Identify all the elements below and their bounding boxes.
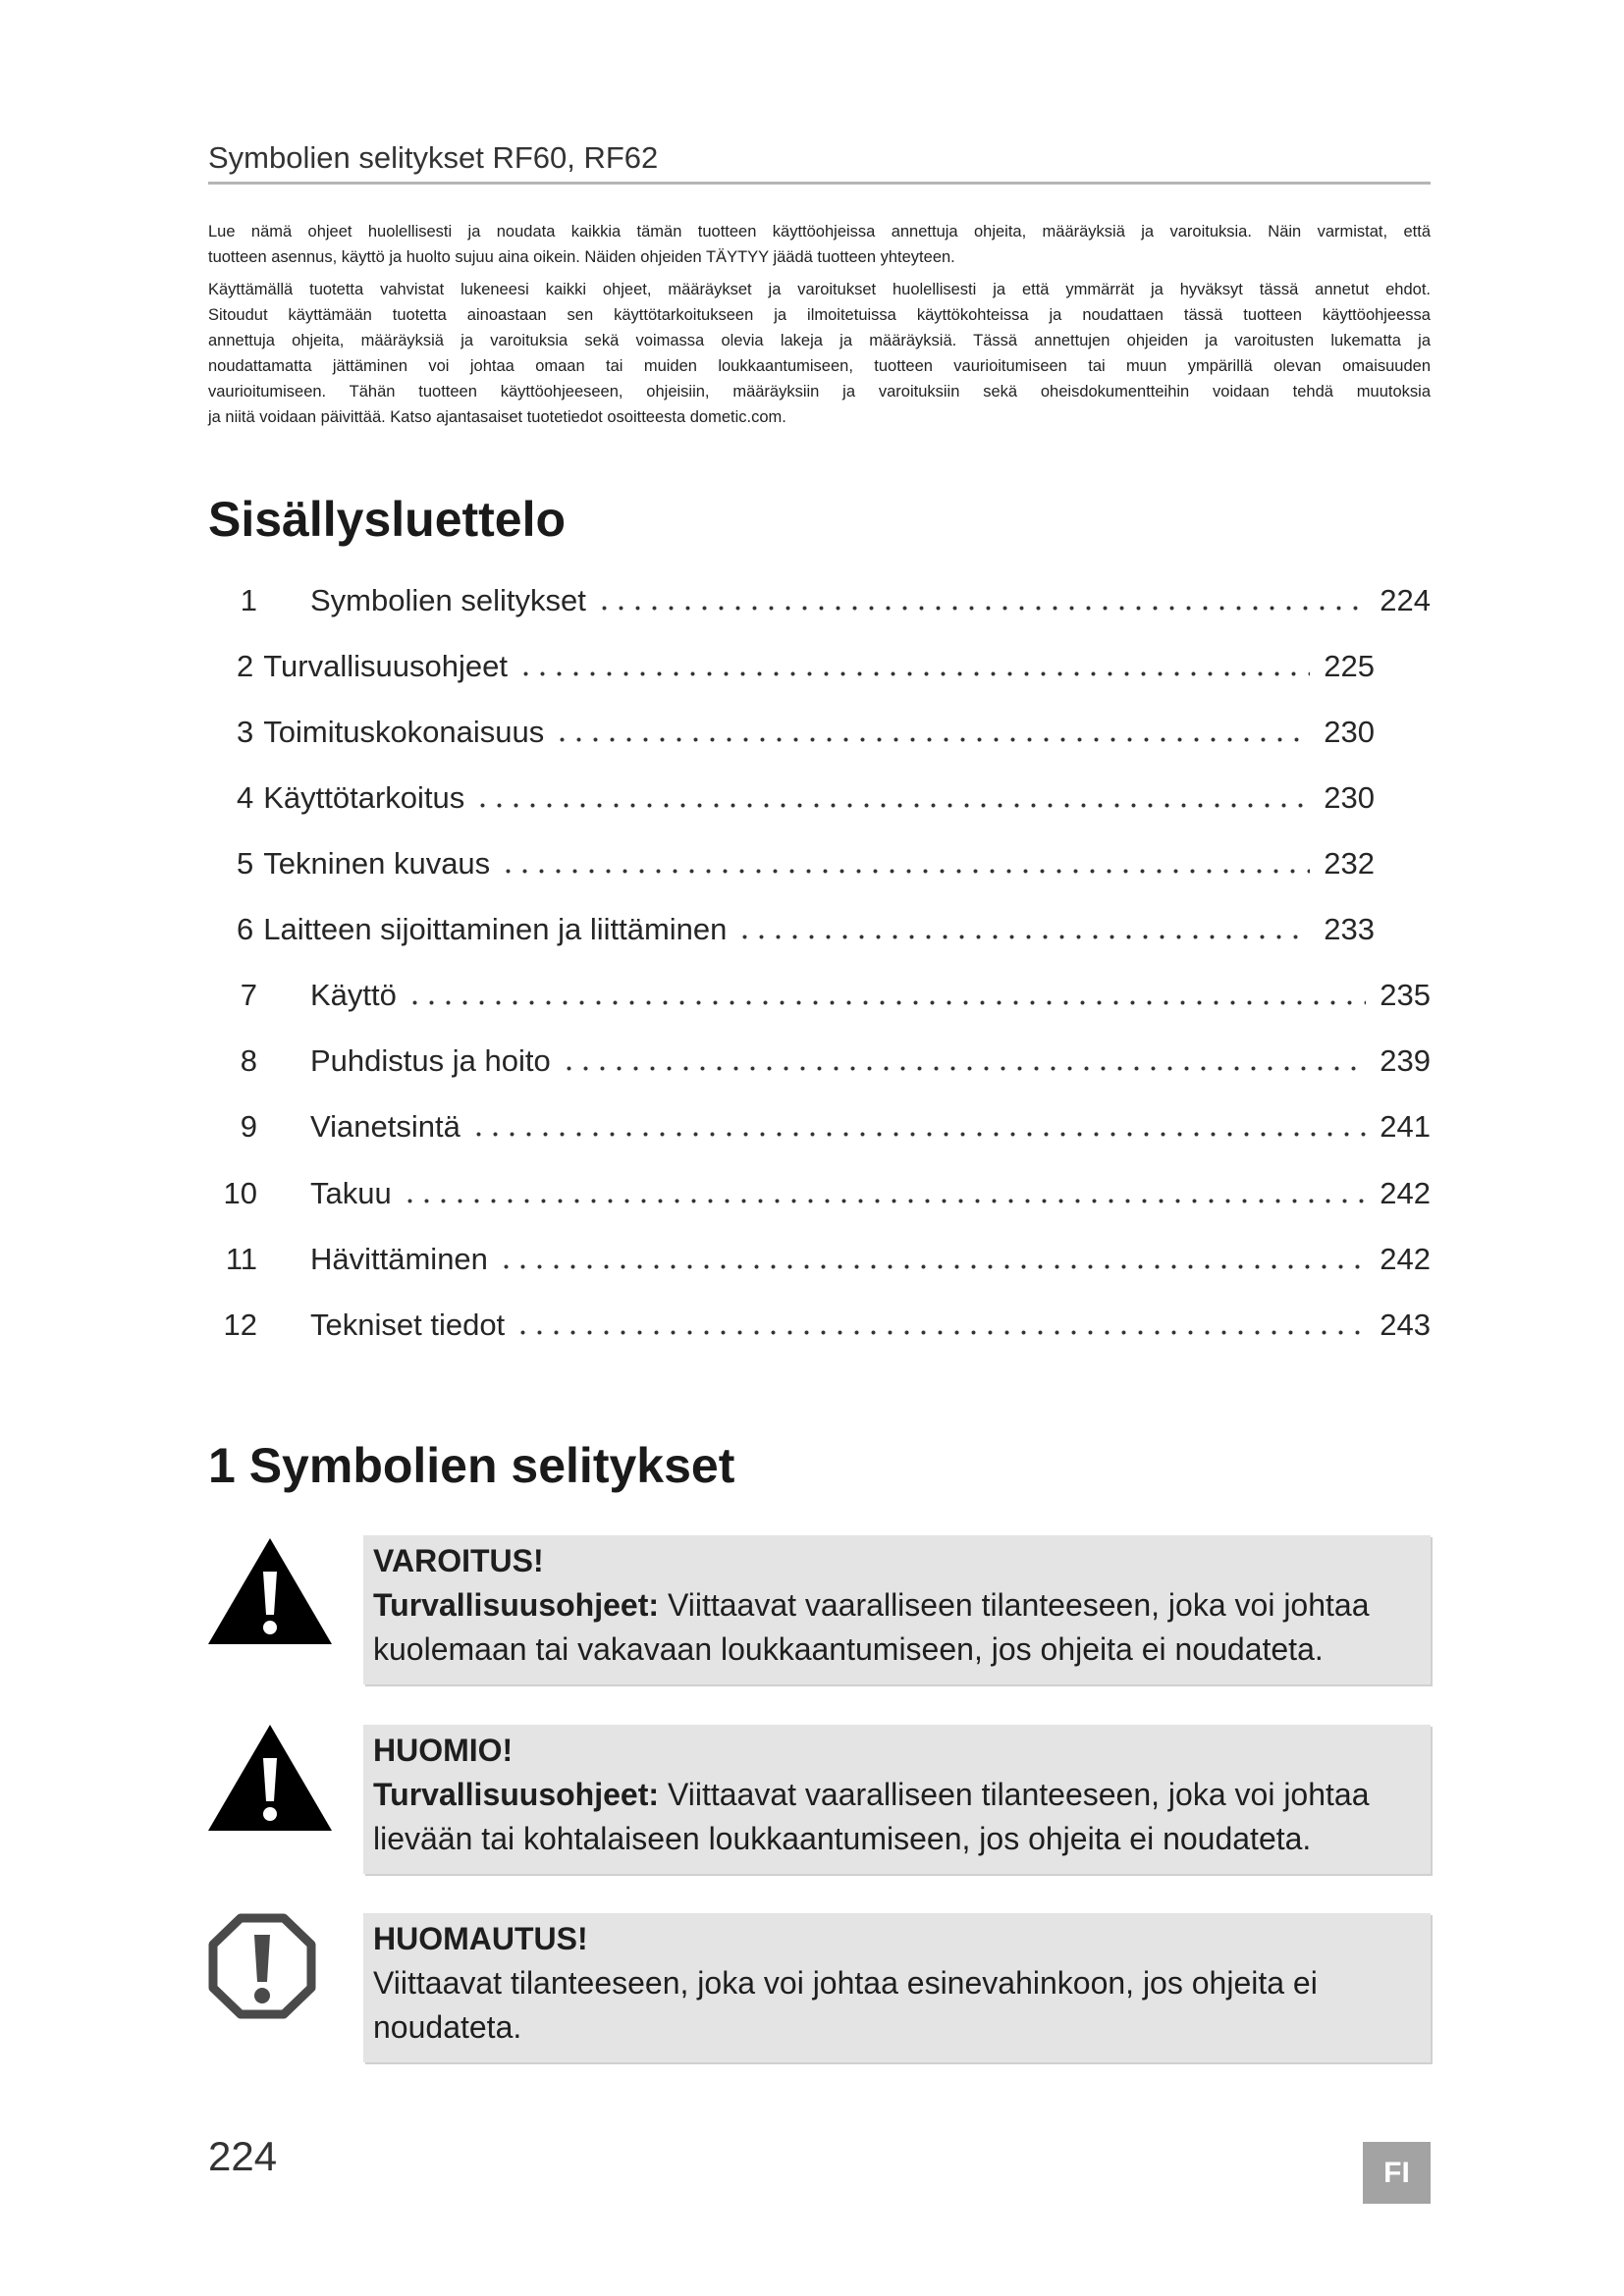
toc-entry-number: 11 xyxy=(225,1242,257,1276)
notice-line: lievään tai kohtalaiseen loukkaantumiseen, jos ohjeita ei noudateta. xyxy=(373,1821,1312,1856)
toc-entry-number: 1 xyxy=(240,583,257,617)
toc-entry-page: 242 xyxy=(1380,1176,1431,1210)
notice-line xyxy=(373,1583,1421,1628)
toc-entry xyxy=(208,1292,1431,1358)
toc-entry-title: Hävittäminen xyxy=(310,1242,488,1276)
toc-dot-leader xyxy=(500,830,1310,896)
toc-dot-leader xyxy=(554,699,1310,765)
intro-paragraph xyxy=(208,277,1431,430)
running-header-title: Symbolien selitykset RF60, RF62 xyxy=(208,140,659,175)
toc-entry-number: 9 xyxy=(240,1109,257,1144)
toc-entry-number: 2 xyxy=(237,649,254,683)
toc-entry-title: Käyttötarkoitus xyxy=(263,780,465,815)
toc-entry-title: Laitteen sijoittaminen ja liittäminen xyxy=(263,912,728,946)
toc-entry xyxy=(208,1094,1431,1159)
toc-dot-leader xyxy=(514,1292,1366,1358)
toc-entry xyxy=(208,1028,1431,1094)
toc-entry xyxy=(208,1160,1431,1226)
notice-text: Viittaavat vaaralliseen tilanteeseen, joka voi johtaa xyxy=(667,1777,1370,1812)
toc-entry-title: Takuu xyxy=(310,1176,392,1210)
notice-octagon-graphic xyxy=(208,1913,316,2019)
toc-entry-page: 225 xyxy=(1324,649,1375,683)
signal-word: HUOMAUTUS! xyxy=(373,1921,588,1956)
toc-dot-leader xyxy=(736,896,1310,962)
toc-entry-page: 239 xyxy=(1380,1043,1431,1078)
toc-entry-page: 243 xyxy=(1380,1308,1431,1342)
toc-entry-page: 230 xyxy=(1324,780,1375,815)
toc-entry-title: Tekniset tiedot xyxy=(310,1308,506,1342)
toc-entry-page: 224 xyxy=(1380,583,1431,617)
toc-entry xyxy=(208,962,1431,1028)
toc-entry-page: 230 xyxy=(1324,715,1375,749)
notice-line: kuolemaan tai vakavaan loukkaantumiseen, jos ohjeita ei noudateta. xyxy=(373,1631,1324,1667)
toc-dot-leader xyxy=(517,633,1310,699)
toc-dot-leader xyxy=(596,567,1366,633)
toc-dot-leader xyxy=(498,1226,1366,1292)
toc-entry xyxy=(237,765,1375,830)
toc-entry xyxy=(208,567,1431,633)
toc-entry xyxy=(237,699,1375,765)
toc-heading: Sisällysluettelo xyxy=(208,492,567,547)
intro-line: ja niitä voidaan päivittää. Katso ajantasaiset tuotetiedot osoitteesta dometic.com. xyxy=(208,408,786,426)
toc-dot-leader xyxy=(470,1094,1366,1159)
caution-notice-box xyxy=(363,1725,1431,1874)
intro-line: annettuja ohjeita, määräyksiä ja varoituksia sekä voimassa olevia lakeja ja määräyksiä. Tässä annettujen ohjeiden ja varoitusten lukematta ja xyxy=(208,332,1431,349)
toc-entry-number: 10 xyxy=(223,1176,257,1210)
page-number: 224 xyxy=(208,2133,278,2179)
notice-line: Viittaavat tilanteeseen, joka voi johtaa esinevahinkoon, jos ohjeita ei xyxy=(373,1965,1318,2001)
toc-entry-number: 3 xyxy=(237,715,254,749)
signal-word: VAROITUS! xyxy=(373,1543,544,1578)
toc-entry-number: 8 xyxy=(240,1043,257,1078)
toc-entry-title: Käyttö xyxy=(310,978,397,1012)
exclamation-dot xyxy=(263,1621,277,1634)
intro-line: noudattamatta jättäminen voi johtaa omaan tai muiden loukkaantumiseen, tuotteen vaurioitumiseen tai muun ympärillä olevan omaisuuden xyxy=(208,357,1431,375)
notice-label: Turvallisuusohjeet: xyxy=(373,1587,660,1623)
toc-dot-leader xyxy=(561,1028,1367,1094)
exclamation-dot xyxy=(263,1807,277,1821)
notice-label: Turvallisuusohjeet: xyxy=(373,1777,660,1812)
property-damage-notice-box xyxy=(363,1913,1431,2062)
toc-dot-leader xyxy=(474,765,1310,830)
toc-entry-page: 241 xyxy=(1380,1109,1431,1144)
toc-entry-number: 5 xyxy=(237,846,254,881)
caution-triangle-icon xyxy=(208,1725,332,1831)
toc-entry-title: Symbolien selitykset xyxy=(310,583,586,617)
signal-word: HUOMIO! xyxy=(373,1733,514,1768)
toc-dot-leader xyxy=(406,962,1366,1028)
notice-line xyxy=(373,1773,1421,1817)
toc-entry-title: Vianetsintä xyxy=(310,1109,460,1144)
toc-entry-number: 7 xyxy=(240,978,257,1012)
toc-entry-number: 6 xyxy=(237,912,254,946)
intro-line: tuotteen asennus, käyttö ja huolto sujuu aina oikein. Näiden ohjeiden TÄYTYY jäädä tuotteen yhteyteen. xyxy=(208,248,955,266)
exclamation-dot xyxy=(254,1988,270,2003)
intro-paragraph xyxy=(208,219,1431,270)
toc-entry-page: 242 xyxy=(1380,1242,1431,1276)
warning-notice-box xyxy=(363,1535,1431,1684)
toc-entry-title: Turvallisuusohjeet xyxy=(263,649,508,683)
toc-entry-page: 235 xyxy=(1380,978,1431,1012)
intro-line: Lue nämä ohjeet huolellisesti ja noudata kaikkia tämän tuotteen käyttöohjeissa annettuja ohjeita, määräyksiä ja varoituksia. Näin varmistat, että xyxy=(208,223,1431,240)
toc-entry-number: 4 xyxy=(237,780,254,815)
toc-entry xyxy=(237,633,1375,699)
notice-octagon-icon xyxy=(208,1913,316,2019)
toc-dot-leader xyxy=(402,1160,1367,1226)
toc-entry-page: 232 xyxy=(1324,846,1375,881)
toc-entry-page: 233 xyxy=(1324,912,1375,946)
warning-triangle-graphic xyxy=(208,1538,332,1644)
language-tab: FI xyxy=(1363,2142,1431,2204)
intro-line: Käyttämällä tuotetta vahvistat lukeneesi kaikki ohjeet, määräykset ja varoitukset huolellisesti ja että ymmärrät ja hyväksyt tässä annetut ehdot. xyxy=(208,281,1431,298)
warning-triangle-icon xyxy=(208,1538,332,1644)
section-heading: 1 Symbolien selitykset xyxy=(208,1438,735,1493)
toc-entry xyxy=(237,896,1375,962)
caution-triangle-graphic xyxy=(208,1725,332,1831)
toc-entry-number: 12 xyxy=(223,1308,257,1342)
notice-line: noudateta. xyxy=(373,2009,522,2045)
header-rule xyxy=(208,182,1431,185)
toc-entry xyxy=(208,1226,1431,1292)
toc-entry-title: Tekninen kuvaus xyxy=(263,846,491,881)
notice-text: Viittaavat vaaralliseen tilanteeseen, joka voi johtaa xyxy=(667,1587,1370,1623)
toc-entry xyxy=(237,830,1375,896)
intro-line: Sitoudut käyttämään tuotetta ainoastaan sen käyttötarkoitukseen ja ilmoitetuissa käyttökohteissa ja noudattaen tässä tuotteen käyttöohjeessa xyxy=(208,306,1431,324)
toc-entry-title: Toimituskokonaisuus xyxy=(263,715,545,749)
intro-line: vaurioitumiseen. Tähän tuotteen käyttöohjeeseen, ohjeisiin, määräyksiin ja varoituksiin sekä oheisdokumentteihin voidaan tehdä muutoksia xyxy=(208,383,1431,400)
toc-entry-title: Puhdistus ja hoito xyxy=(310,1043,551,1078)
